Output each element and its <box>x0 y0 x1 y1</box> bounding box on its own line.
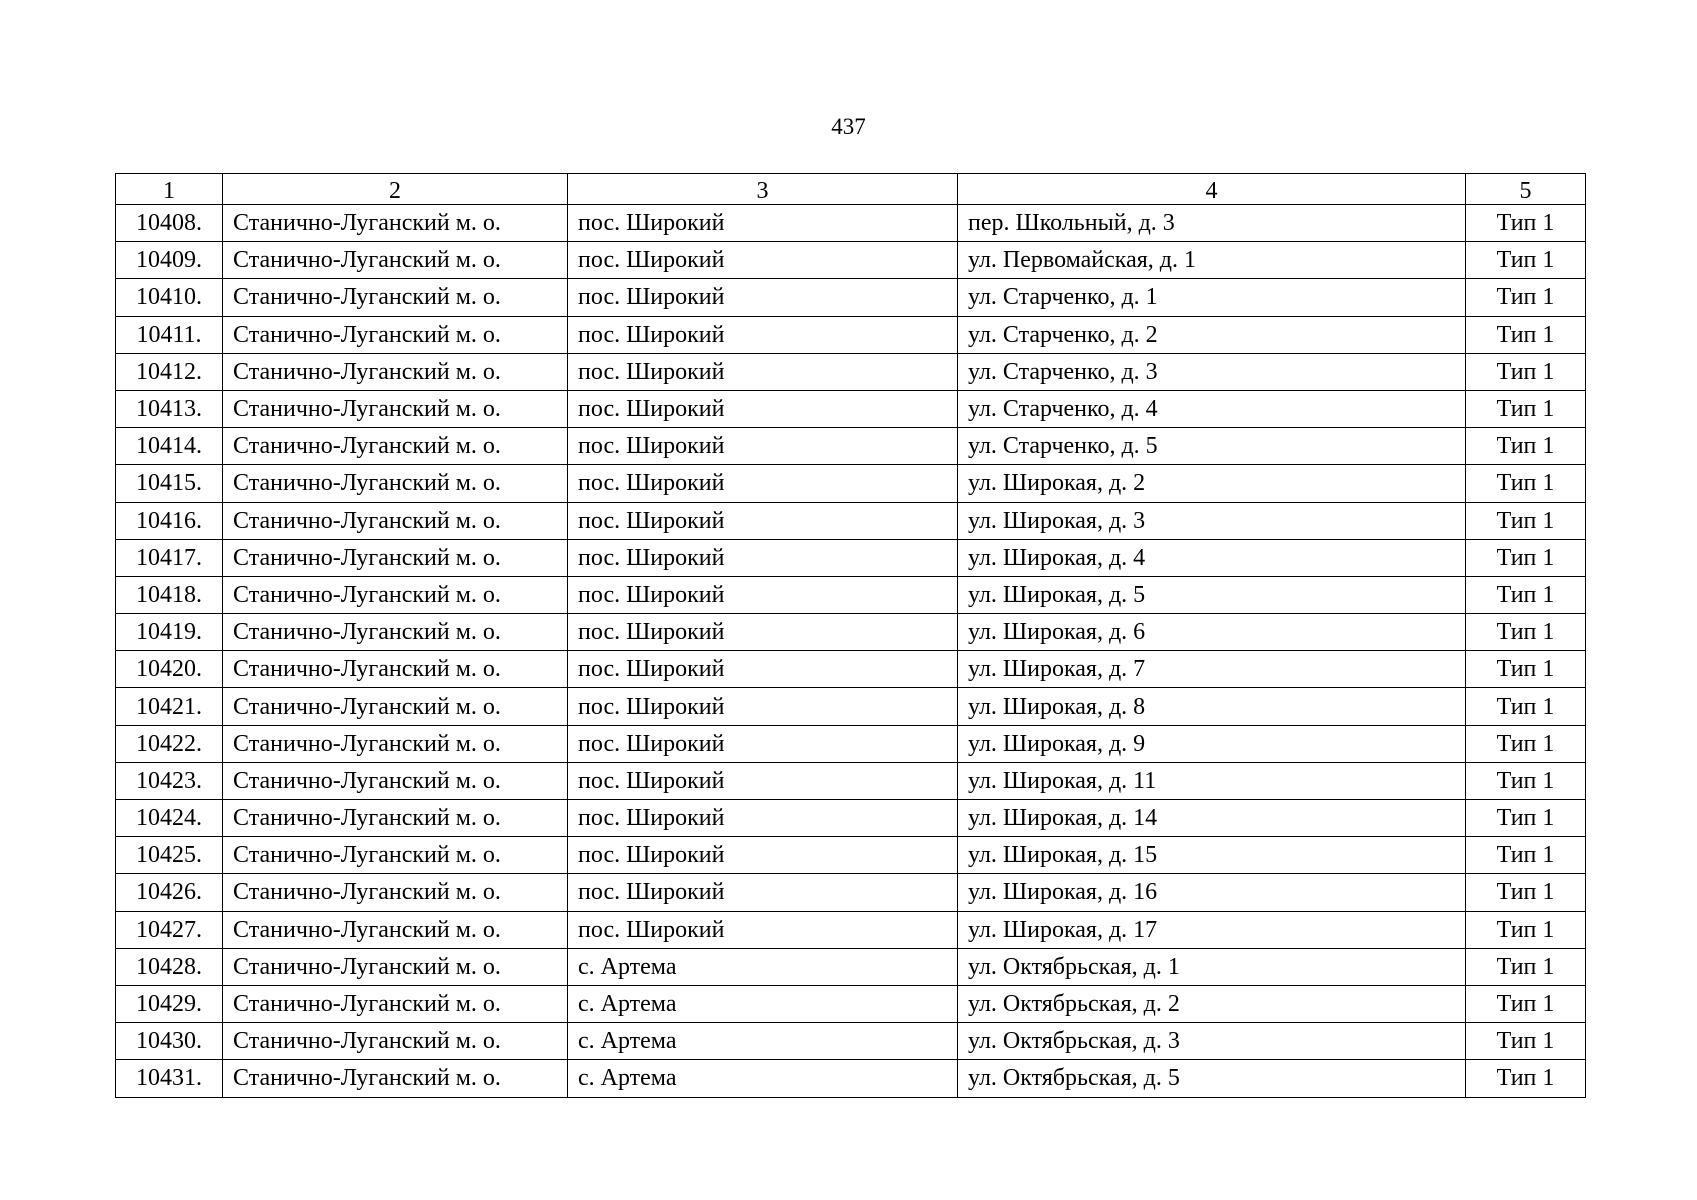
row-number-cell: 10422. <box>116 725 223 762</box>
settlement-cell: пос. Широкий <box>568 614 958 651</box>
table-row <box>116 688 1586 725</box>
table-row <box>116 651 1586 688</box>
address-cell: ул. Октябрьская, д. 2 <box>958 985 1466 1022</box>
district-cell: Станично-Луганский м. о. <box>223 428 568 465</box>
table-row <box>116 874 1586 911</box>
row-number-cell: 10426. <box>116 874 223 911</box>
address-cell: ул. Старченко, д. 4 <box>958 390 1466 427</box>
type-cell: Тип 1 <box>1466 428 1586 465</box>
row-number-cell: 10418. <box>116 576 223 613</box>
address-cell: пер. Школьный, д. 3 <box>958 205 1466 242</box>
district-cell: Станично-Луганский м. о. <box>223 279 568 316</box>
settlement-cell: пос. Широкий <box>568 837 958 874</box>
district-cell: Станично-Луганский м. о. <box>223 688 568 725</box>
address-cell: ул. Широкая, д. 8 <box>958 688 1466 725</box>
type-cell: Тип 1 <box>1466 279 1586 316</box>
district-cell: Станично-Луганский м. о. <box>223 874 568 911</box>
type-cell: Тип 1 <box>1466 614 1586 651</box>
row-number-cell: 10429. <box>116 985 223 1022</box>
settlement-cell: пос. Широкий <box>568 874 958 911</box>
district-cell: Станично-Луганский м. о. <box>223 614 568 651</box>
type-cell: Тип 1 <box>1466 911 1586 948</box>
column-header: 1 <box>116 174 223 205</box>
column-header: 3 <box>568 174 958 205</box>
type-cell: Тип 1 <box>1466 948 1586 985</box>
row-number-cell: 10412. <box>116 353 223 390</box>
district-cell: Станично-Луганский м. о. <box>223 800 568 837</box>
type-cell: Тип 1 <box>1466 390 1586 427</box>
address-cell: ул. Старченко, д. 5 <box>958 428 1466 465</box>
address-cell: ул. Широкая, д. 2 <box>958 465 1466 502</box>
row-number-cell: 10430. <box>116 1023 223 1060</box>
column-header: 2 <box>223 174 568 205</box>
table-row <box>116 985 1586 1022</box>
type-cell: Тип 1 <box>1466 502 1586 539</box>
district-cell: Станично-Луганский м. о. <box>223 205 568 242</box>
table-row <box>116 576 1586 613</box>
address-cell: ул. Широкая, д. 16 <box>958 874 1466 911</box>
table-row <box>116 1060 1586 1097</box>
row-number-cell: 10420. <box>116 651 223 688</box>
type-cell: Тип 1 <box>1466 762 1586 799</box>
address-cell: ул. Первомайская, д. 1 <box>958 242 1466 279</box>
address-cell: ул. Старченко, д. 2 <box>958 316 1466 353</box>
address-cell: ул. Широкая, д. 5 <box>958 576 1466 613</box>
type-cell: Тип 1 <box>1466 1060 1586 1097</box>
settlement-cell: пос. Широкий <box>568 502 958 539</box>
table-row <box>116 762 1586 799</box>
row-number-cell: 10415. <box>116 465 223 502</box>
settlement-cell: пос. Широкий <box>568 316 958 353</box>
settlement-cell: пос. Широкий <box>568 911 958 948</box>
header-row <box>116 174 1586 205</box>
settlement-cell: пос. Широкий <box>568 725 958 762</box>
row-number-cell: 10424. <box>116 800 223 837</box>
row-number-cell: 10410. <box>116 279 223 316</box>
table-row <box>116 390 1586 427</box>
table-row <box>116 837 1586 874</box>
address-cell: ул. Широкая, д. 6 <box>958 614 1466 651</box>
district-cell: Станично-Луганский м. о. <box>223 985 568 1022</box>
column-header: 5 <box>1466 174 1586 205</box>
district-cell: Станично-Луганский м. о. <box>223 539 568 576</box>
row-number-cell: 10409. <box>116 242 223 279</box>
type-cell: Тип 1 <box>1466 985 1586 1022</box>
district-cell: Станично-Луганский м. о. <box>223 316 568 353</box>
district-cell: Станично-Луганский м. о. <box>223 1060 568 1097</box>
table-row <box>116 539 1586 576</box>
settlement-cell: с. Артема <box>568 985 958 1022</box>
table-row <box>116 502 1586 539</box>
district-cell: Станично-Луганский м. о. <box>223 242 568 279</box>
settlement-cell: пос. Широкий <box>568 762 958 799</box>
type-cell: Тип 1 <box>1466 837 1586 874</box>
address-cell: ул. Широкая, д. 17 <box>958 911 1466 948</box>
settlement-cell: пос. Широкий <box>568 688 958 725</box>
district-cell: Станично-Луганский м. о. <box>223 1023 568 1060</box>
address-cell: ул. Октябрьская, д. 1 <box>958 948 1466 985</box>
table-row <box>116 279 1586 316</box>
district-cell: Станично-Луганский м. о. <box>223 651 568 688</box>
settlement-cell: пос. Широкий <box>568 353 958 390</box>
table-row <box>116 725 1586 762</box>
district-cell: Станично-Луганский м. о. <box>223 837 568 874</box>
settlement-cell: пос. Широкий <box>568 800 958 837</box>
row-number-cell: 10416. <box>116 502 223 539</box>
address-cell: ул. Широкая, д. 11 <box>958 762 1466 799</box>
row-number-cell: 10414. <box>116 428 223 465</box>
table-row <box>116 800 1586 837</box>
address-cell: ул. Широкая, д. 7 <box>958 651 1466 688</box>
settlement-cell: пос. Широкий <box>568 539 958 576</box>
table-header <box>116 174 1586 205</box>
row-number-cell: 10413. <box>116 390 223 427</box>
address-cell: ул. Широкая, д. 3 <box>958 502 1466 539</box>
type-cell: Тип 1 <box>1466 576 1586 613</box>
type-cell: Тип 1 <box>1466 205 1586 242</box>
table-row <box>116 242 1586 279</box>
settlement-cell: с. Артема <box>568 948 958 985</box>
type-cell: Тип 1 <box>1466 465 1586 502</box>
table-row <box>116 316 1586 353</box>
address-cell: ул. Широкая, д. 15 <box>958 837 1466 874</box>
address-cell: ул. Октябрьская, д. 3 <box>958 1023 1466 1060</box>
row-number-cell: 10408. <box>116 205 223 242</box>
district-cell: Станично-Луганский м. о. <box>223 948 568 985</box>
district-cell: Станично-Луганский м. о. <box>223 465 568 502</box>
district-cell: Станично-Луганский м. о. <box>223 353 568 390</box>
district-cell: Станично-Луганский м. о. <box>223 390 568 427</box>
type-cell: Тип 1 <box>1466 651 1586 688</box>
address-cell: ул. Октябрьская, д. 5 <box>958 1060 1466 1097</box>
type-cell: Тип 1 <box>1466 539 1586 576</box>
type-cell: Тип 1 <box>1466 725 1586 762</box>
settlement-cell: с. Артема <box>568 1023 958 1060</box>
table-row <box>116 948 1586 985</box>
address-cell: ул. Широкая, д. 14 <box>958 800 1466 837</box>
row-number-cell: 10423. <box>116 762 223 799</box>
type-cell: Тип 1 <box>1466 800 1586 837</box>
column-header: 4 <box>958 174 1466 205</box>
settlement-cell: пос. Широкий <box>568 242 958 279</box>
address-cell: ул. Широкая, д. 4 <box>958 539 1466 576</box>
table-body <box>116 205 1586 1098</box>
registry-table <box>115 173 1586 1098</box>
type-cell: Тип 1 <box>1466 242 1586 279</box>
row-number-cell: 10419. <box>116 614 223 651</box>
type-cell: Тип 1 <box>1466 874 1586 911</box>
address-cell: ул. Старченко, д. 3 <box>958 353 1466 390</box>
address-cell: ул. Старченко, д. 1 <box>958 279 1466 316</box>
settlement-cell: пос. Широкий <box>568 651 958 688</box>
district-cell: Станично-Луганский м. о. <box>223 576 568 613</box>
row-number-cell: 10411. <box>116 316 223 353</box>
table-row <box>116 911 1586 948</box>
type-cell: Тип 1 <box>1466 353 1586 390</box>
type-cell: Тип 1 <box>1466 688 1586 725</box>
settlement-cell: пос. Широкий <box>568 205 958 242</box>
table-row <box>116 614 1586 651</box>
district-cell: Станично-Луганский м. о. <box>223 762 568 799</box>
settlement-cell: пос. Широкий <box>568 279 958 316</box>
row-number-cell: 10417. <box>116 539 223 576</box>
settlement-cell: пос. Широкий <box>568 465 958 502</box>
page-number: 437 <box>831 114 866 139</box>
type-cell: Тип 1 <box>1466 316 1586 353</box>
settlement-cell: с. Артема <box>568 1060 958 1097</box>
district-cell: Станично-Луганский м. о. <box>223 911 568 948</box>
table-row <box>116 205 1586 242</box>
row-number-cell: 10431. <box>116 1060 223 1097</box>
district-cell: Станично-Луганский м. о. <box>223 502 568 539</box>
type-cell: Тип 1 <box>1466 1023 1586 1060</box>
row-number-cell: 10427. <box>116 911 223 948</box>
table-row <box>116 428 1586 465</box>
table-row <box>116 1023 1586 1060</box>
table-row <box>116 353 1586 390</box>
row-number-cell: 10421. <box>116 688 223 725</box>
address-cell: ул. Широкая, д. 9 <box>958 725 1466 762</box>
row-number-cell: 10428. <box>116 948 223 985</box>
district-cell: Станично-Луганский м. о. <box>223 725 568 762</box>
settlement-cell: пос. Широкий <box>568 390 958 427</box>
settlement-cell: пос. Широкий <box>568 428 958 465</box>
row-number-cell: 10425. <box>116 837 223 874</box>
table-row <box>116 465 1586 502</box>
settlement-cell: пос. Широкий <box>568 576 958 613</box>
